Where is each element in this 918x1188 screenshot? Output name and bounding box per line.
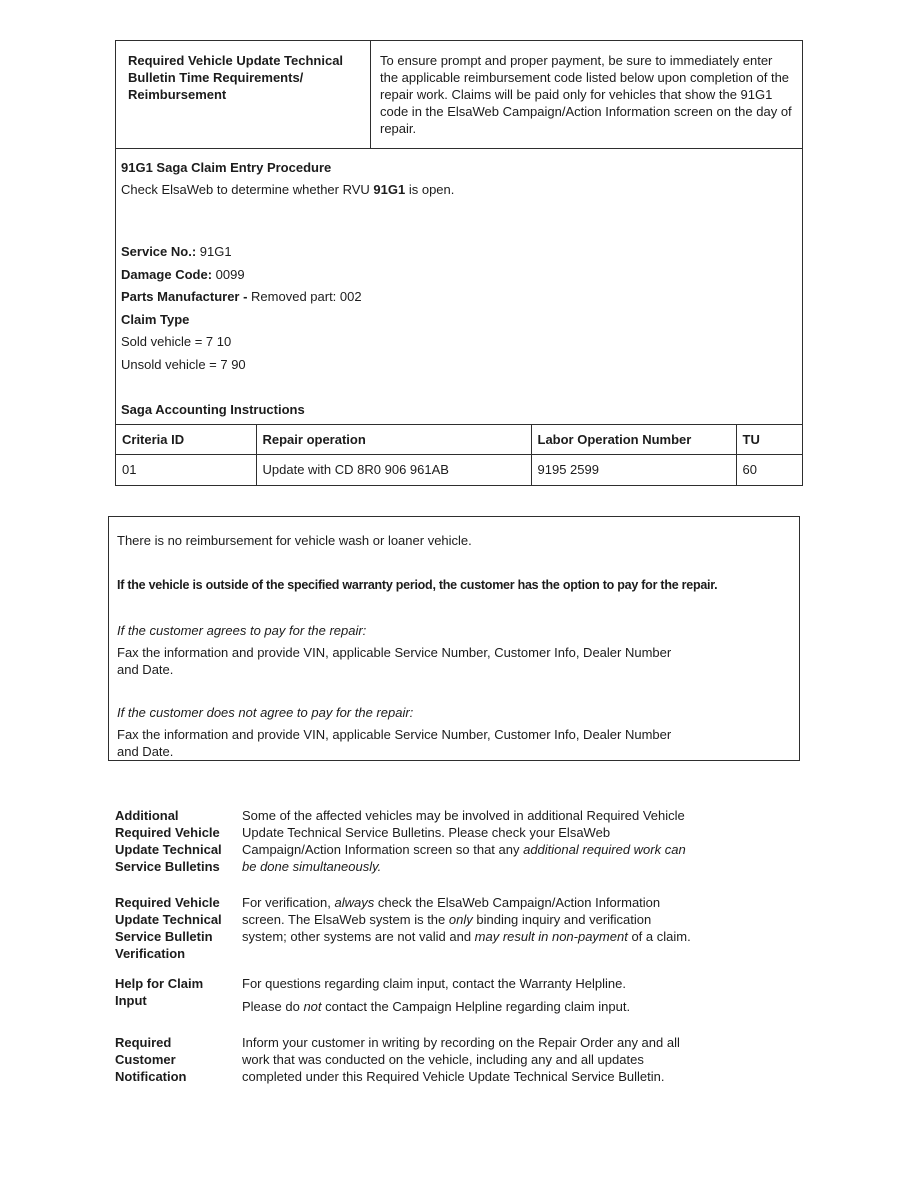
col-header-labor-operation-number: Labor Operation Number — [531, 425, 736, 455]
cell-tu: 60 — [742, 462, 757, 478]
note-required-customer-notification — [115, 1034, 803, 1091]
col-header-repair-operation: Repair operation — [256, 425, 531, 455]
document-content — [115, 40, 803, 1104]
col-header-criteria-id: Criteria ID — [116, 425, 256, 455]
note-help-for-claim-input — [115, 975, 803, 1021]
sold-vehicle-line: Sold vehicle = 7 10 — [121, 334, 232, 349]
claim-procedure-title: 91G1 Saga Claim Entry Procedure — [121, 160, 332, 175]
note-additional-bulletins — [115, 807, 803, 881]
customer-disagrees-heading: If the customer does not agree to pay for the repair: — [117, 704, 414, 720]
note-body: Inform your customer in writing by recording on the Repair Order any and all work that was conducted on the vehicle, including any and all updates completed under this Required Vehicle Update Technical Service Bulletin. — [242, 1034, 680, 1084]
reimbursement-instructions-cell: To ensure prompt and proper payment, be sure to immediately enter the applicable reimbursement code listed below upon completion of the repair work. Claims will be paid only for vehicles that show the 91G1 code in the ElsaWeb Campaign/Action Information screen on the day of repair. — [380, 53, 792, 136]
note-body: Some of the affected vehicles may be involved in additional Required Vehicle Update Technical Service Bulletins. Please check your ElsaWeb Campaign/Action Information screen so that any additional required work can be done simultaneously. — [242, 807, 686, 874]
title-line-1: Required Vehicle Update Technical — [128, 53, 344, 68]
damage-code-line: Damage Code: 0099 — [121, 266, 245, 282]
cell-repair-operation: Update with CD 8R0 906 961AB — [256, 455, 531, 485]
title-line-3: Reimbursement — [128, 87, 227, 102]
note-label: Required Vehicle Update Technical Service Bulletin Verification — [115, 894, 222, 961]
note-body: For questions regarding claim input, contact the Warranty Helpline. Please do not contact the Campaign Helpline regarding claim input. — [242, 975, 631, 1014]
note-label: Required Customer Notification — [115, 1034, 187, 1084]
time-requirements-header-row — [116, 41, 802, 149]
no-reimbursement-line: There is no reimbursement for vehicle wash or loaner vehicle. — [117, 532, 472, 548]
customer-agrees-heading: If the customer agrees to pay for the repair: — [117, 622, 367, 638]
customer-agrees-instructions: Fax the information and provide VIN, applicable Service Number, Customer Info, Dealer Number and Date. — [117, 644, 672, 677]
table-row — [116, 455, 802, 485]
check-elsaweb-line: Check ElsaWeb to determine whether RVU 91G1 is open. — [121, 182, 455, 197]
claim-type-line: Claim Type — [121, 311, 190, 327]
saga-accounting-table — [116, 424, 802, 485]
reimbursement-notice-box — [108, 516, 800, 761]
cell-labor-operation-number: 9195 2599 — [531, 455, 736, 485]
outside-warranty-line: If the vehicle is outside of the specified warranty period, the customer has the option to pay for the repair. — [117, 577, 718, 592]
saga-accounting-title: Saga Accounting Instructions — [121, 401, 305, 417]
notes-section — [115, 807, 803, 1091]
claim-entry-procedure-section — [116, 149, 802, 424]
claim-fields — [121, 243, 792, 373]
time-requirements-table — [115, 40, 803, 486]
customer-disagrees-instructions: Fax the information and provide VIN, applicable Service Number, Customer Info, Dealer Number and Date. — [117, 726, 672, 759]
note-bulletin-verification — [115, 894, 803, 962]
service-no-line: Service No.: 91G1 — [121, 244, 232, 259]
note-label: Additional Required Vehicle Update Technical Service Bulletins — [115, 807, 222, 874]
note-label: Help for Claim Input — [115, 975, 204, 1008]
cell-criteria-id: 01 — [116, 455, 256, 485]
unsold-vehicle-line: Unsold vehicle = 7 90 — [121, 356, 246, 372]
title-line-2: Bulletin Time Requirements/ — [128, 70, 304, 85]
time-requirements-title-cell — [116, 41, 371, 148]
col-header-tu: TU — [736, 425, 802, 455]
accounting-header-row — [116, 425, 802, 455]
note-body: For verification, always check the ElsaWeb Campaign/Action Information screen. The ElsaWeb system is the only binding inquiry and verification system; other systems are not valid and may result in non-payment of a claim. — [242, 894, 691, 944]
parts-manufacturer-line: Parts Manufacturer - Removed part: 002 — [121, 289, 362, 304]
